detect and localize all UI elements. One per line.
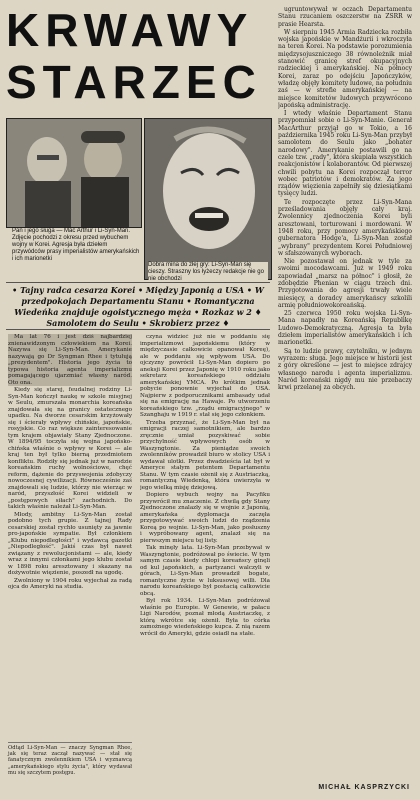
paragraph: I wtedy właśnie Departament Stanu przypomniał sobie o Li-Syn-Manie. Generał MacArthur przyjął go w Tokio, a 16 października 1945 roku Li-Syn-Man przybył samolotem do Seulu jako „bohater narodowy". Amerykanie postawili go na czele tzw. „rady", która skupiała wszystkich reakcjonistów i kolaborantów. Od pierwszej chwili pobytu na Korei rozpoczął terror wobec patriotów i demokratów. Za jego rządów więzienia zapełniły się dziesiątkami tysięcy ludzi. (278, 110, 412, 198)
article-title: KRWAWY STARZEC (6, 4, 262, 108)
paragraph: 25 czerwca 1950 roku wojska Li-Syn-Mana napadły na Koreańską Republikę Ludowo-Demokratyczną. Agresja ta była dziełem imperialistów amerykańskich i ich marionetki. (278, 310, 412, 347)
caption-left-photo: Pan i jego sługa — Mac Arthur i Li-Syn-Man. Zdjęcie pochodzi z okresu przed wybuchem wojny w Korei. Agresja była dziełem przywódców prasy imperialistów amerykańskich i ich marionetki (12, 228, 140, 262)
paragraph: Nie pozostawał on jednak w tyle za swoimi mocodawcami. Już w 1949 roku zapowiadał „marsz na północ" i głosił, że zdobędzie Phenian w ciągu trzech dni. Przygotowania do agresji trwały wiele miesięcy, a doradcy amerykańscy szkolili armię południowokoreańską. (278, 258, 412, 309)
paragraph: Młody, ambitny Li-Syn-Man został podobno tych grupie. Z tajnej Rady cesarskiej został rychło usunięty za jawnie pro-japońskie sympatie. Był członkiem „Klubu niepodległości" i wydawcą gazetki „Niepodległość". Jakiś czas był nawet związany z rewolucjonistami — ale, kiedy wraz z innymi członkami jego klubu został w 1898 roku aresztowany i skazany na dożywotnie więzienie, poszedł na ugodę. (8, 511, 132, 576)
paragraph: Kiedy się starej, feudalnej rodziny Li-Syn-Man kończył naukę w szkole misyjnej w Seulu, zmurszała monarchia koreańska znajdowała się na granicy ostatecznego upadku. Na dworze cesarskim krzyżowały się i ścierały wpływy chińskie, japońskie, rosyjskie. Co raz większe zainteresowanie tym krajem objawiały Stany Zjednoczone. W 1894/95 toczyła się wojna japońsko-chińska właśnie o wpływy w Korei — ale kraj ten był tylko bierną przedmiotem konfliktu. Rodziły się jednak już w narodzie koreańskim ruchy wolnościowe, chęć reform, dążenie do przyswojenia zdobyczy nowoczesnej cywilizacji. Równocześnie zaś znajdowali się ludzie, którzy nie wierząc w naród, przyszłość Korei widzieli w „postępowych siłach" zachodnich. Do takich właśnie należał Li-Syn-Man. (8, 387, 132, 510)
footnote-paragraph: Odtąd Li-Syn-Man — znaczy Syngman Rhee, jak się teraz zaczął nazywać — stał się fanatycznym zwolennikiem USA i wyznawcą „amerykańskiego stylu życia", który wydawał mu się szczytem postępu. (8, 742, 132, 776)
paragraph: Trzeba przyznać, że Li-Syn-Man był na emigracji raczej samotnikiem, ale bardzo zręcznie umiał pozyskiwać sobie przychylność wpływowych osób w Waszyngtonie. Za pieniądze swoich zwolenników prowadził biuro w stolicy USA i wydawał ulotki. Przez dwadzieścia lat był w Ameryce stałym petentem Departamentu Stanu. W tym czasie ożenił się z Austriaczką, romantyczną Wiedenką, która uwierzyła w jego wielką misję dziejową. (140, 419, 270, 491)
paragraph: czyna widzieć już nie w poddaniu się imperializmowi japońskiemu (który w międzyczasie całkowicie opanował Koreę), ale w poddaniu się wpływom USA. Do ojczyzny powrócił Li-Syn-Man dopiero po aneksji Korei przez Japonię w 1910 roku jako sekretarz koreańskiego oddziału amerykańskiej YMCA. Po krótkim jednak pobycie ponownie wyjechał do USA. Najpierw z podporucznikami ambasady udał się na emigrację na Hawaje. Po utworzeniu koreańskiego tzw. „rządu emigracyjnego" w Szanghaju w 1919 r. stał się jego członkiem. (140, 334, 270, 418)
photo-li-syn-man (144, 118, 272, 280)
paragraph: Są to ludzie prawy, czytelniku, w jednym wyrazem: sługa. Jego miejsce w historii jest z góry określone — jest to miejsce zdrajcy własnego narodu i agenta imperializmu. Naród koreański nigdy mu nie przebaczy krwi przelanej za obcych. (278, 347, 412, 392)
paragraph: Te rozpoczęte przez Li-Syn-Mana prześladowania objęły cały kraj. Zwolennicy zjednoczenia Korei byli aresztowani, torturowani i mordowani. W 1948 roku, przy pomocy amerykańskiego gubernatora Hodge'a, Li-Syn-Man został „wybrany" prezydentem Korei Południowej w sfałszowanych wyborach. (278, 198, 412, 257)
author-signature: MICHAŁ KASPRZYCKI (318, 784, 410, 791)
column-middle (140, 334, 270, 794)
paragraph: Ma lat 76 i jest dziś najbardziej znienawidzonym człowiekiem na Korei. Nazywa się Li-Syn-Man. Amerykanie nazywają go Dr Syngman Rhee i tytułują „prezydentem". Historia jego życia to typowa historia agenta imperializmu pomagającego ujarzmiać własny naród. Oto ona. (8, 334, 132, 386)
headline-block (6, 4, 276, 114)
photo-macarthur-li (6, 118, 142, 228)
subheadings-banner: • Tajny radca cesarza Korei • Między Japonią a USA • W przedpokojach Departamentu Stanu • Romantyczna Wiedeńka znajduje ogoistycznego męża • Rozkaz w 2 ♦ Samolotem do Seulu • Skrobierz przez ♦ (6, 282, 270, 330)
paragraph: Dopiero wybuch wojny na Pacyfiku przywrócił mu znaczenie. Z chwilą gdy Stany Zjednoczone znalazły się w wojnie z Japonią, amerykańska dyplomacja zaczęła przygotowywać swoich ludzi do rządzenia Koreą po wojnie. Li-Syn-Man, jako posłuszny i wypróbowany agent, znalazł się na pierwszym miejscu tej listy. (140, 492, 270, 544)
paragraph: Zwolniony w 1904 roku wyjechał za radą ojca do Ameryki na studia. (8, 577, 132, 590)
column-left (8, 334, 132, 738)
paragraph: Był rok 1934. Li-Syn-Man podróżował właśnie po Europie. W Genewie, w pałacu Ligi Narodów, poznał młodą Austriaczkę, z którą wkrótce się ożenił. Była to córka zamożnego wiedeńskiego kupca. Z nią razem wrócił do Ameryki, gdzie osiadł na stałe. (140, 598, 270, 637)
paragraph: W sierpniu 1945 Armia Radziecka rozbiła wojska japońskie w Mandżurii i wkroczyła na teren Korei. Na podstawie porozumienia międzysojuszniczego 38 równoleżnik miał stanowić granicę stref okupacyjnych radzieckiej i amerykańskiej. Na północy Korei, zaraz po odejściu Japończyków, władzę objęły komitety ludowe, na południu zaś — w strefie amerykańskiej — na miejsce komitetów ludowych przywrócono japońską administrację. (278, 28, 412, 109)
column-right (278, 6, 412, 780)
paragraph: ugruntowywał w oczach Departamentu Stanu rzucaniem oszczerstw na ZSRR w prasie Hearsta. (278, 6, 412, 28)
caption-right-photo: Dobra mina do złej gry: Li-Syn-Man się cieszy. Straszny los łyżeczy redakcje nie go nie obchodzi (148, 262, 268, 280)
paragraph: Tak minęły lata. Li-Syn-Man przebywał w Waszyngtonie, podróżował po świecie. W tym samym czasie kiedy chłopi koreańscy ginęli od kul japońskich, a partyzanci walczyli w górach, Li-Syn-Man prowadził bogate, romantyczne życie w luksusowej willi. Dla narodu koreańskiego był postacią całkowicie obcą. (140, 545, 270, 597)
